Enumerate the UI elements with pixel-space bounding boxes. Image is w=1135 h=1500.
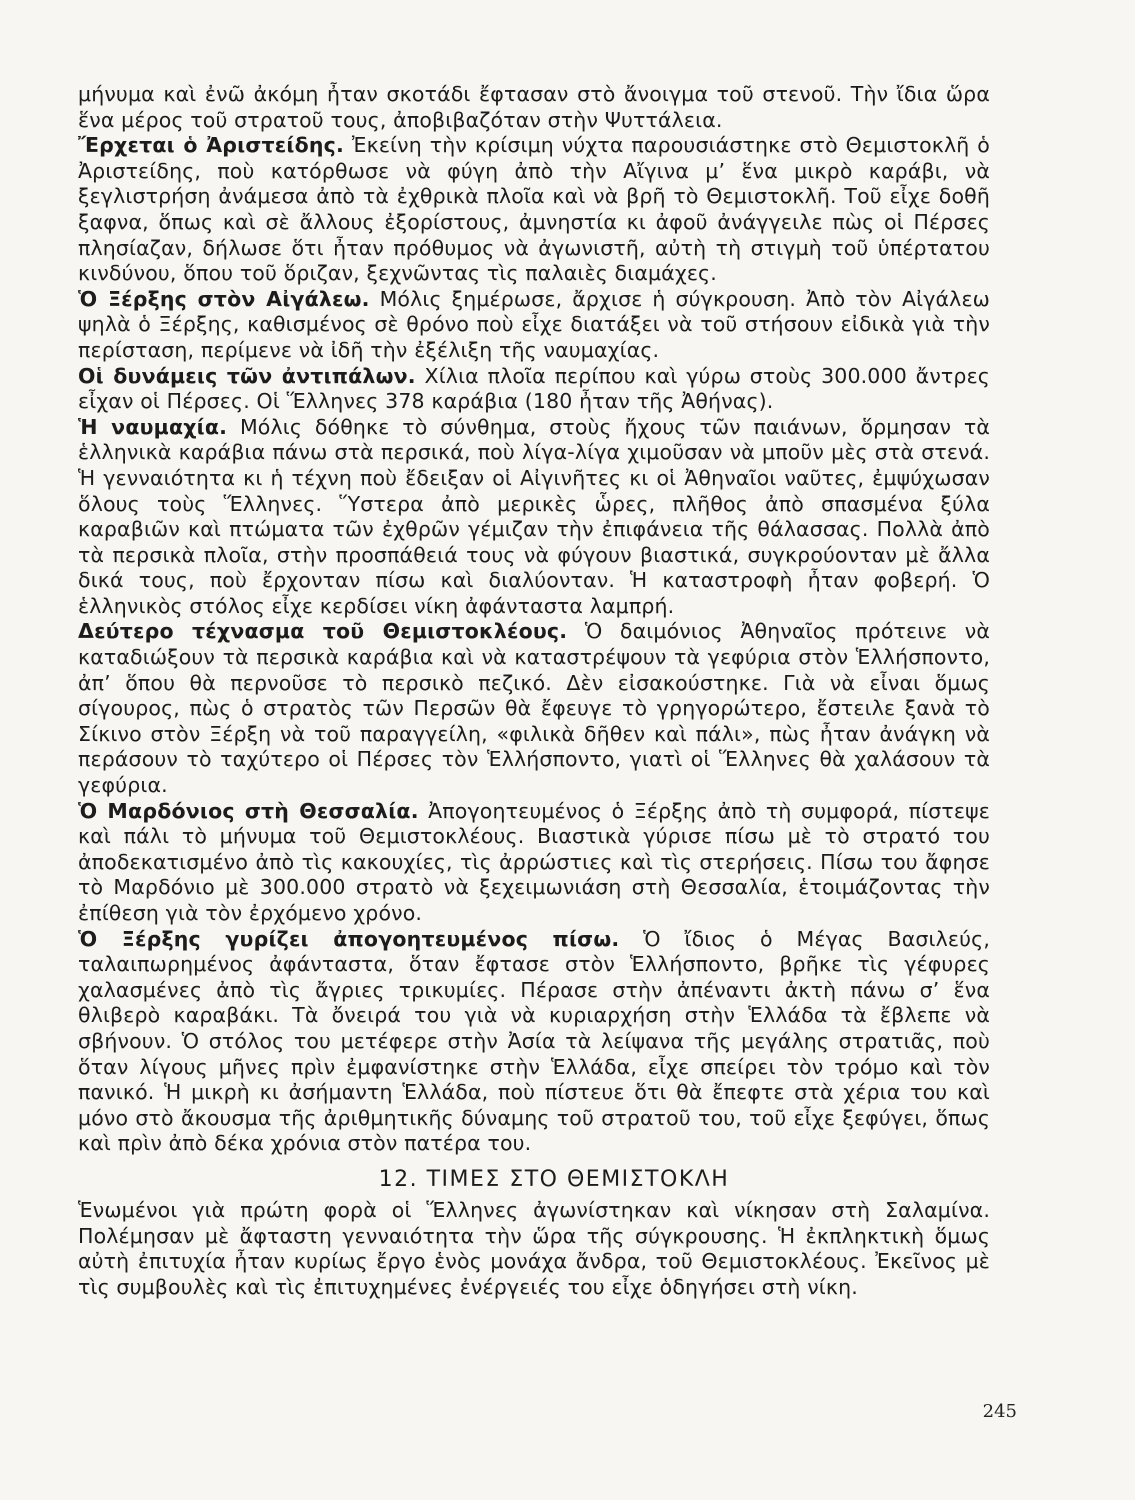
paragraph-text: Μόλις ξημέρωσε, ἄρχισε ἡ σύγκρουση. Ἀπὸ τὸν Αἰγάλεω ψηλὰ ὁ Ξέρξης, καθισμένος σὲ θρόνο ποὺ εἶχε διατάξει νὰ τοῦ στήσουν εἰδικὰ γιὰ τὴν περίσταση, περίμενε νὰ ἰδῆ τὴν ἐξέλιξη τῆς ναυμαχίας.: [78, 286, 990, 362]
paragraph-text: Χίλια πλοῖα περίπου καὶ γύρω στοὺς 300.000 ἄντρες εἶχαν οἱ Πέρσες. Οἱ Ἕλληνες 378 καράβια (180 ἦταν τῆς Ἀθήνας).: [78, 363, 990, 414]
paragraph-naval-battle: [78, 415, 990, 620]
paragraph-xerxes-aigaleo: [78, 287, 990, 364]
paragraph-intro: [78, 82, 990, 133]
paragraph-heading: Ὁ Ξέρξης στὸν Αἰγάλεω.: [78, 286, 370, 311]
text-column: [78, 82, 990, 1300]
paragraph-text: Ἐκείνη τὴν κρίσιμη νύχτα παρουσιάστηκε στὸ Θεμιστοκλῆ ὁ Ἀριστείδης, ποὺ κατόρθωσε νὰ φύγη ἀπὸ τὴν Αἴγινα μ’ ἕνα μικρὸ καράβι, νὰ ξεγλιστρήση ἀνάμεσα ἀπὸ τὰ ἐχθρικὰ πλοῖα καὶ νὰ βρῆ τὸ Θεμιστοκλῆ. Τοῦ εἶχε δοθῆ ξαφνα, ὅπως καὶ σὲ ἄλλους ἐξορίστους, ἀμνηστία κι ἀφοῦ ἀνάγγειλε πὼς οἱ Πέρσες πλησίαζαν, δήλωσε ὅτι ἦταν πρόθυμος νὰ ἀγωνιστῆ, αὐτὴ τὴ στιγμὴ τοῦ ὑπέρτατου κινδύνου, ὅπου τοῦ ὅριζαν, ξεχνῶντας τὶς παλαιὲς διαμάχες.: [78, 133, 990, 286]
paragraph-heading: Δεύτερο τέχνασμα τοῦ Θεμιστοκλέους.: [78, 619, 568, 644]
paragraph-heading: Ὁ Ξέρξης γυρίζει ἀπογοητευμένος πίσω.: [78, 926, 620, 951]
page-number: 245: [982, 1401, 1017, 1422]
paragraph-heading: Ἔρχεται ὁ Ἀριστείδης.: [78, 133, 344, 158]
section-paragraph: [78, 1198, 990, 1300]
paragraph-text: Ὁ δαιμόνιος Ἀθηναῖος πρότεινε νὰ καταδιώξουν τὰ περσικὰ καράβια καὶ νὰ καταστρέψουν τὰ γεφύρια στὸν Ἑλλήσποντο, ἀπ’ ὅπου θὰ περνοῦσε τὸ περσικὸ πεζικό. Δὲν εἰσακούστηκε. Γιὰ νὰ εἶναι ὅμως σίγουρος, πὼς ὁ στρατὸς τῶν Περσῶν θὰ ἔφευγε τὸ γρηγορώτερο, ἔστειλε ξανὰ τὸ Σίκινο στὸν Ξέρξη νὰ τοῦ παραγγείλη, «φιλικὰ δῆθεν καὶ πάλι», πὼς ἦταν ἀνάγκη νὰ περάσουν τὸ ταχύτερο οἱ Πέρσες τὸν Ἑλλήσποντο, γιατὶ οἱ Ἕλληνες θὰ χαλάσουν τὰ γεφύρια.: [78, 619, 990, 798]
paragraph-text: Ἑνωμένοι γιὰ πρώτη φορὰ οἱ Ἕλληνες ἀγωνίστηκαν καὶ νίκησαν στὴ Σαλαμίνα. Πολέμησαν μὲ ἄφταστη γενναιότητα τὴν ὥρα τῆς σύγκρουσης. Ἡ ἐκπληκτικὴ ὅμως αὐτὴ ἐπιτυχία ἦταν κυρίως ἔργο ἑνὸς μονάχα ἄνδρα, τοῦ Θεμιστοκλέους. Ἐκεῖνος μὲ τὶς συμβουλὲς καὶ τὶς ἐπιτυχημένες ἐνέργειές του εἶχε ὁδηγήσει στὴ νίκη.: [78, 1197, 990, 1299]
paragraph-heading: Ὁ Μαρδόνιος στὴ Θεσσαλία.: [78, 798, 419, 823]
section-title: 12. ΤΙΜΕΣ ΣΤΟ ΘΕΜΙΣΤΟΚΛΗ: [378, 1166, 730, 1192]
paragraph-heading: Ἡ ναυμαχία.: [78, 414, 228, 439]
paragraph-mardonius: [78, 799, 990, 927]
paragraph-aristeides: [78, 133, 990, 287]
paragraph-text: Ὁ ἴδιος ὁ Μέγας Βασιλεύς, ταλαιπωρημένος ἀφάνταστα, ὅταν ἔφτασε στὸν Ἑλλήσποντο, βρῆκε τὶς γέφυρες χαλασμένες ἀπὸ τὶς ἄγριες τρικυμίες. Πέρασε στὴν ἀπέναντι ἀκτὴ πάνω σ’ ἕνα θλιβερὸ καραβάκι. Τὰ ὄνειρά του γιὰ νὰ κυριαρχήση στὴν Ἑλλάδα τὰ ἔβλεπε νὰ σβήνουν. Ὁ στόλος του μετέφερε στὴν Ἀσία τὰ λείψανα τῆς μεγάλης στρατιᾶς, ποὺ ὅταν λίγους μῆνες πρὶν ἐμφανίστηκε στὴν Ἑλλάδα, εἶχε σπείρει τὸν τρόμο καὶ τὸν πανικό. Ἡ μικρὴ κι ἀσήμαντη Ἑλλάδα, ποὺ πίστευε ὅτι θὰ ἔπεφτε στὰ χέρια του καὶ μόνο στὸ ἄκουσμα τῆς ἀριθμητικῆς δύναμης τοῦ στρατοῦ του, τοῦ εἶχε ξεφύγει, ὅπως καὶ πρὶν ἀπὸ δέκα χρόνια στὸν πατέρα του.: [78, 926, 990, 1156]
paragraph-heading: Οἱ δυνάμεις τῶν ἀντιπάλων.: [78, 363, 416, 388]
paragraph-second-ruse: [78, 619, 990, 798]
paragraph-text: Μόλις δόθηκε τὸ σύνθημα, στοὺς ἤχους τῶν παιάνων, ὅρμησαν τὰ ἑλληνικὰ καράβια πάνω στὰ περσικά, ποὺ λίγα-λίγα χιμοῦσαν νὰ μποῦν μὲς στὰ στενά. Ἡ γενναιότητα κι ἡ τέχνη ποὺ ἔδειξαν οἱ Αἰγινῆτες κι οἱ Ἀθηναῖοι ναῦτες, ἐμψύχωσαν ὅλους τοὺς Ἕλληνες. Ὕστερα ἀπὸ μερικὲς ὧρες, πλῆθος ἀπὸ σπασμένα ξύλα καραβιῶν καὶ πτώματα τῶν ἐχθρῶν γέμιζαν τὴν ἐπιφάνεια τῆς θάλασσας. Πολλὰ ἀπὸ τὰ περσικὰ πλοῖα, στὴν προσπάθειά τους νὰ φύγουν βιαστικά, συγκρούονταν μὲ ἄλλα δικά τους, ποὺ ἔρχονταν πίσω καὶ διαλύονταν. Ἡ καταστροφὴ ἦταν φοβερή. Ὁ ἑλληνικὸς στόλος εἶχε κερδίσει νίκη ἀφάνταστα λαμπρή.: [78, 414, 991, 618]
paragraph-xerxes-returns: [78, 927, 990, 1157]
paragraph-text: Ἀπογοητευμένος ὁ Ξέρξης ἀπὸ τὴ συμφορά, πίστεψε καὶ πάλι τὸ μήνυμα τοῦ Θεμιστοκλέους. Βιαστικὰ γύρισε πίσω μὲ τὸ στρατό του ἀποδεκατισμένο ἀπὸ τὶς κακουχίες, τὶς ἀρρώστιες καὶ τὶς στερήσεις. Πίσω του ἄφησε τὸ Μαρδόνιο μὲ 300.000 στρατὸ νὰ ξεχειμωνιάση στὴ Θεσσαλία, ἑτοιμάζοντας τὴν ἐπίθεση γιὰ τὸν ἐρχόμενο χρόνο.: [78, 798, 990, 925]
paragraph-text: μήνυμα καὶ ἐνῶ ἀκόμη ἦταν σκοτάδι ἔφτασαν στὸ ἄνοιγμα τοῦ στενοῦ. Τὴν ἴδια ὥρα ἕνα μέρος τοῦ στρατοῦ τους, ἀποβιβαζόταν στὴν Ψυττάλεια.: [78, 82, 990, 132]
paragraph-forces: [78, 364, 990, 415]
